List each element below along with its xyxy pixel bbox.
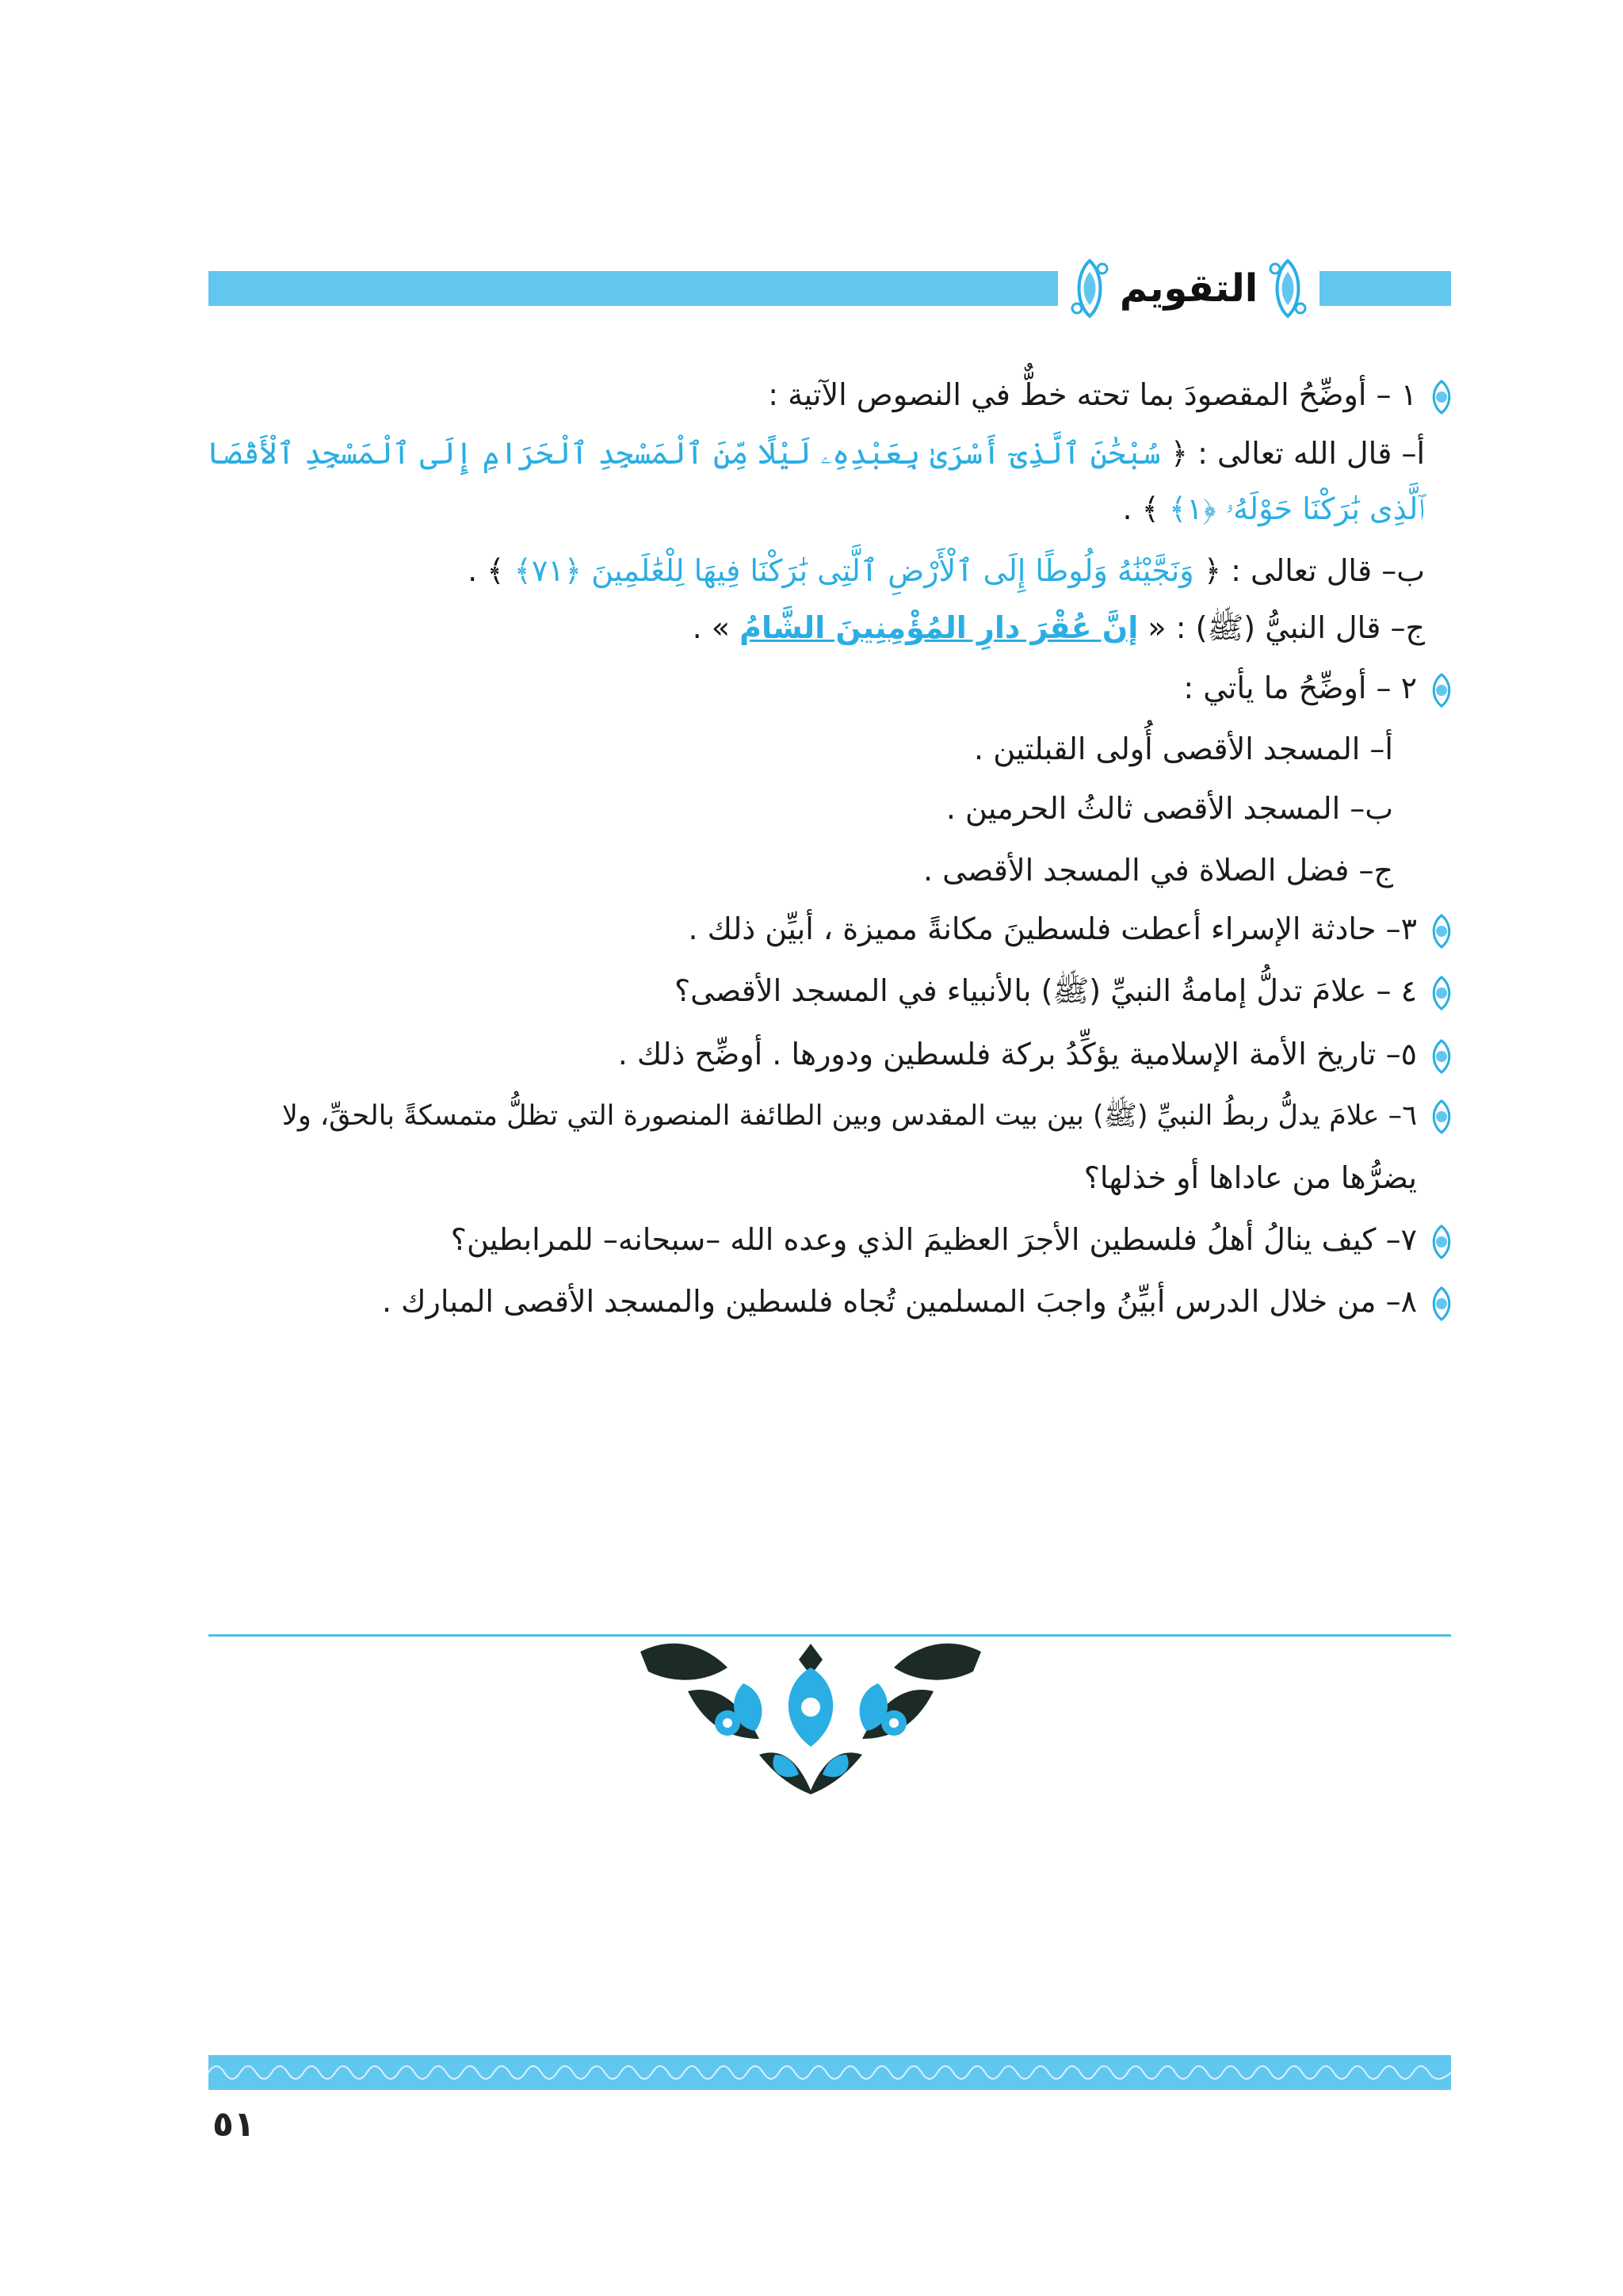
floral-ornament-icon	[1067, 258, 1112, 319]
question-ornament-icon	[1426, 380, 1457, 415]
question-1	[768, 371, 1457, 418]
question-3-text: ٣– حادثة الإسراء أعطت فلسطينَ مكانةً مميزة ، أبيِّن ذلك .	[688, 911, 1417, 946]
question-3	[689, 905, 1457, 953]
question-ornament-icon	[1426, 1286, 1457, 1321]
question-4	[674, 967, 1457, 1014]
question-2b: ب– المسجد الأقصى ثالثُ الحرمين .	[945, 791, 1393, 826]
question-1a-prefix: أ– قال الله تعالى : ﴿	[1170, 436, 1425, 471]
question-ornament-icon	[1426, 914, 1457, 949]
question-1c	[693, 604, 1425, 651]
question-5	[618, 1030, 1457, 1078]
question-2	[1183, 664, 1457, 712]
question-1c-suffix: » .	[692, 610, 731, 645]
question-1b	[468, 547, 1425, 594]
question-1a-suffix: ﴾ .	[1122, 491, 1159, 526]
question-ornament-icon	[1426, 673, 1457, 708]
question-ornament-icon	[1426, 1224, 1457, 1259]
floral-ornament-icon	[1266, 258, 1310, 319]
question-1a-cont	[1122, 485, 1425, 533]
question-ornament-icon	[1426, 976, 1457, 1010]
question-6-text: ٦– علامَ يدلُّ ربطُ النبيِّ (ﷺ) بين بيت المقدس وبين الطائفة المنصورة التي تظلُّ متمسكةً بالحقِّ، ولا	[281, 1100, 1417, 1132]
question-5-text: ٥– تاريخ الأمة الإسلامية يؤكِّدُ بركة فلسطين ودورها . أوضِّح ذلك .	[617, 1037, 1417, 1072]
question-1-text: ١ – أوضِّحُ المقصودَ بما تحته خطٌّ في النصوص الآتية :	[768, 377, 1417, 412]
question-2a: أ– المسجد الأقصى أُولى القبلتين .	[974, 732, 1393, 766]
title-badge	[1058, 252, 1319, 325]
question-2-text: ٢ – أوضِّحُ ما يأتي :	[1183, 670, 1417, 705]
quran-verse-1a: سُبْحَٰنَ ٱلَّذِىٓ أَسْرَىٰ بِعَبْدِهِۦ لَيْلًا مِّنَ ٱلْمَسْجِدِ ٱلْحَرَامِ إِلَى ٱلْمَسْجِدِ ٱلْأَقْصَا	[206, 436, 1161, 471]
question-1c-prefix: ج– قال النبيُّ (ﷺ) : «	[1148, 610, 1425, 645]
question-2c: ج– فضل الصلاة في المسجد الأقصى .	[923, 853, 1393, 888]
question-7	[451, 1216, 1457, 1263]
question-1b-suffix: ﴾ .	[468, 553, 505, 588]
quran-verse-1b: وَنَجَّيْنَٰهُ وَلُوطًا إِلَى ٱلْأَرْضِ ٱلَّتِى بَٰرَكْنَا فِيهَا لِلْعَٰلَمِينَ ﴿٧١﴾	[514, 553, 1194, 588]
quran-verse-1a-cont: ٱلَّذِى بَٰرَكْنَا حَوْلَهُۥ ﴿١﴾	[1169, 491, 1425, 526]
question-8	[382, 1278, 1457, 1325]
section-title: التقويم	[1119, 266, 1258, 311]
floral-ornament-icon	[640, 1636, 981, 1794]
question-6	[282, 1092, 1457, 1140]
footer-pattern	[208, 2055, 1451, 2090]
question-1b-prefix: ب– قال تعالى : ﴿	[1203, 553, 1425, 588]
question-4-text: ٤ – علامَ تدلُّ إمامةُ النبيِّ (ﷺ) بالأنبياء في المسجد الأقصى؟	[674, 973, 1417, 1008]
page-number: ٥١	[212, 2104, 255, 2145]
question-1a	[207, 430, 1425, 477]
question-6-cont: يضرُّها من عاداها أو خذلها؟	[1083, 1160, 1417, 1195]
hadith-1c: إنَّ عُقْرَ دارِ المُؤْمِنِينَ الشَّامُ	[739, 610, 1139, 645]
footer-band	[208, 2055, 1451, 2090]
question-ornament-icon	[1426, 1039, 1457, 1074]
question-8-text: ٨– من خلال الدرس أبيِّنُ واجبَ المسلمين تُجاه فلسطين والمسجد الأقصى المبارك .	[382, 1284, 1417, 1319]
question-ornament-icon	[1426, 1099, 1457, 1134]
question-7-text: ٧– كيف ينالُ أهلُ فلسطين الأجرَ العظيمَ الذي وعده الله –سبحانه– للمرابطين؟	[450, 1222, 1417, 1257]
